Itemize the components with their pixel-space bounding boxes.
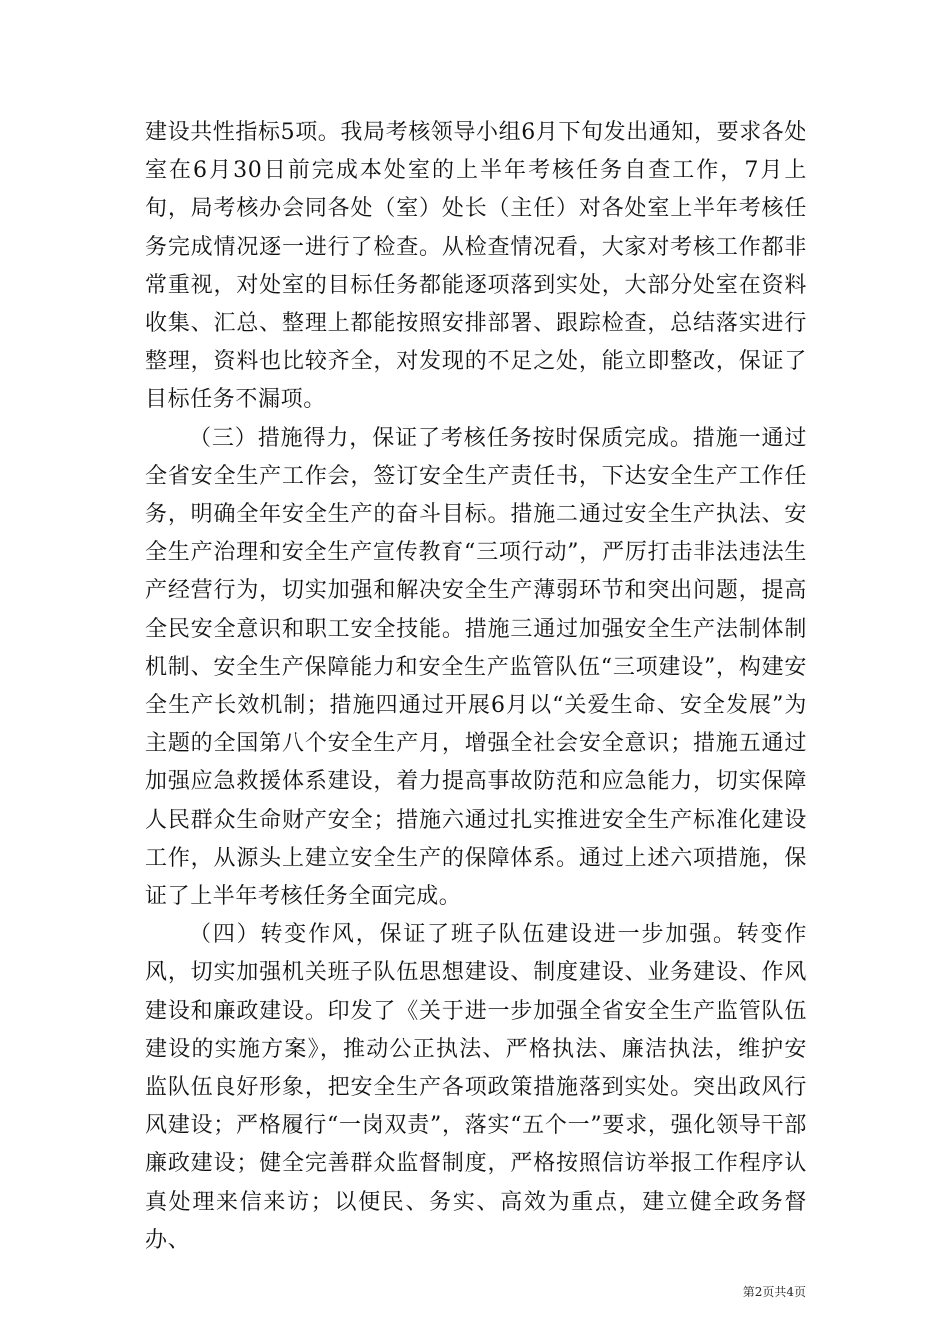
paragraph-1: 建设共性指标5项。我局考核领导小组6月下旬发出通知，要求各处室在6月30日前完成本处室的上半年考核任务自查工作，7月上旬，局考核办会同各处（室）处长（主任）对各处室上半年考核任务完成情况逐一进行了检查。从检查情况看，大家对考核工作都非常重视，对处室的目标任务都能逐项落到实处，大部分处室在资料收集、汇总、整理上都能按照安排部署、跟踪检查，总结落实进行整理，资料也比较齐全，对发现的不足之处，能立即整改，保证了目标任务不漏项。 [145,120,807,413]
document-body [145,114,807,1260]
paragraph-3: （四）转变作风，保证了班子队伍建设进一步加强。转变作风，切实加强机关班子队伍思想建设、制度建设、业务建设、作风建设和廉政建设。印发了《关于进一步加强全省安全生产监管队伍建设的实施方案》，推动公正执法、严格执法、廉洁执法，维护安监队伍良好形象，把安全生产各项政策措施落到实处。突出政风行风建设；严格履行“一岗双责”，落实“五个一”要求，强化领导干部廉政建设；健全完善群众监督制度，严格按照信访举报工作程序认真处理来信来访；以便民、务实、高效为重点，建立健全政务督办、 [145,922,807,1253]
paragraph-2: （三）措施得力，保证了考核任务按时保质完成。措施一通过全省安全生产工作会，签订安全生产责任书，下达安全生产工作任务，明确全年安全生产的奋斗目标。措施二通过安全生产执法、安全生产治理和安全生产宣传教育“三项行动”，严厉打击非法违法生产经营行为，切实加强和解决安全生产薄弱环节和突出问题，提高全民安全意识和职工安全技能。措施三通过加强安全生产法制体制机制、安全生产保障能力和安全生产监管队伍“三项建设”，构建安全生产长效机制；措施四通过开展6月以“关爱生命、安全发展”为主题的全国第八个安全生产月，增强全社会安全意识；措施五通过加强应急救援体系建设，着力提高事故防范和应急能力，切实保障人民群众生命财产安全；措施六通过扎实推进安全生产标准化建设工作，从源头上建立安全生产的保障体系。通过上述六项措施，保证了上半年考核任务全面完成。 [145,425,807,910]
page-number-footer: 第2页共4页 [742,1285,806,1299]
